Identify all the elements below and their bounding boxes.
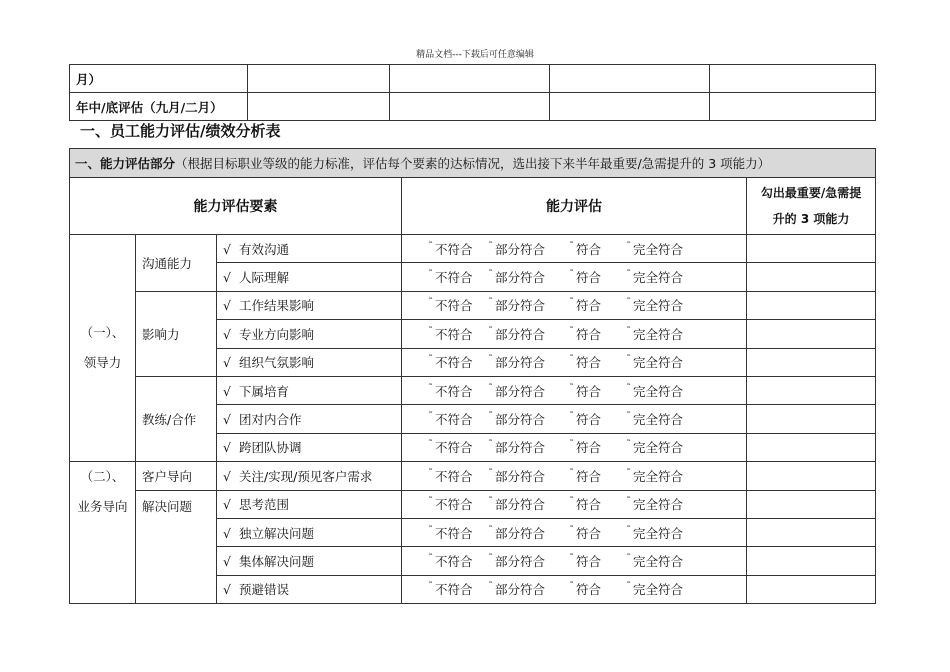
option-label: 部分符合: [495, 241, 546, 257]
item-label: 下属培育: [238, 383, 289, 399]
option-marker-icon: ˜: [569, 325, 574, 337]
option-match[interactable]: [569, 325, 601, 343]
option-match[interactable]: [569, 524, 601, 542]
top3-cell[interactable]: [747, 348, 876, 376]
option-marker-icon: ˜: [569, 552, 574, 564]
option-partial-match[interactable]: [488, 552, 545, 570]
category-line1: （二）、: [80, 469, 125, 485]
option-marker-icon: ˜: [626, 269, 631, 281]
option-label: 不符合: [435, 270, 473, 286]
option-marker-icon: ˜: [428, 467, 433, 479]
option-marker-icon: ˜: [569, 439, 574, 451]
check-mark: √: [223, 355, 231, 371]
top3-cell[interactable]: [747, 263, 876, 291]
option-label: 完全符合: [633, 525, 684, 541]
item-label: 团对内合作: [238, 412, 302, 428]
check-mark: √: [223, 326, 231, 342]
option-marker-icon: ˜: [569, 269, 574, 281]
option-match[interactable]: [569, 382, 601, 400]
check-mark: √: [223, 553, 231, 569]
option-marker-icon: ˜: [428, 552, 433, 564]
option-match[interactable]: [569, 240, 601, 258]
options-cell: [402, 547, 747, 575]
option-label: 符合: [576, 326, 602, 342]
item-label: 跨团队协调: [238, 440, 302, 456]
item-cell: [217, 348, 402, 376]
option-marker-icon: ˜: [569, 297, 574, 309]
header-row: [70, 178, 876, 235]
option-partial-match[interactable]: [488, 382, 545, 400]
option-marker-icon: ˜: [626, 325, 631, 337]
option-marker-icon: ˜: [626, 411, 631, 423]
option-label: 部分符合: [495, 440, 546, 456]
item-cell: [217, 376, 402, 404]
top3-cell[interactable]: [747, 235, 876, 263]
options-cell: [402, 291, 747, 319]
options-cell: [402, 320, 747, 348]
option-marker-icon: ˜: [626, 524, 631, 536]
cell[interactable]: [248, 93, 390, 121]
item-cell: [217, 235, 402, 263]
option-marker-icon: ˜: [626, 552, 631, 564]
part-title: 一、能力评估部分: [75, 156, 176, 171]
option-partial-match[interactable]: [488, 580, 545, 598]
option-not-match[interactable]: [428, 580, 473, 598]
option-marker-icon: ˜: [428, 269, 433, 281]
option-label: 不符合: [435, 412, 473, 428]
option-label: 部分符合: [495, 298, 546, 314]
check-mark: √: [223, 241, 231, 257]
options-cell: [402, 433, 747, 461]
option-marker-icon: ˜: [428, 382, 433, 394]
option-marker-icon: ˜: [488, 382, 493, 394]
option-label: 部分符合: [495, 270, 546, 286]
top-row-label: 月）: [70, 65, 248, 93]
option-marker-icon: ˜: [488, 269, 493, 281]
option-label: 符合: [576, 497, 602, 513]
cell[interactable]: [710, 65, 876, 93]
option-marker-icon: ˜: [488, 325, 493, 337]
option-not-match[interactable]: [428, 382, 473, 400]
option-marker-icon: ˜: [488, 439, 493, 451]
option-label: 符合: [576, 468, 602, 484]
option-not-match[interactable]: [428, 240, 473, 258]
option-label: 部分符合: [495, 553, 546, 569]
option-label: 完全符合: [633, 582, 684, 598]
item-cell: [217, 490, 402, 518]
option-match[interactable]: [569, 410, 601, 428]
option-marker-icon: ˜: [569, 581, 574, 593]
options-cell: [402, 235, 747, 263]
check-mark: √: [223, 270, 231, 286]
option-match[interactable]: [569, 467, 601, 485]
option-label: 完全符合: [633, 355, 684, 371]
option-full-match[interactable]: [626, 353, 683, 371]
check-mark: √: [223, 525, 231, 541]
check-mark: √: [223, 497, 231, 513]
option-not-match[interactable]: [428, 325, 473, 343]
item-label: 组织气氛影响: [238, 355, 314, 371]
section-title: 一、员工能力评估/绩效分析表: [80, 122, 281, 140]
option-partial-match[interactable]: [488, 467, 545, 485]
item-row: [70, 490, 876, 518]
option-marker-icon: ˜: [488, 411, 493, 423]
option-marker-icon: ˜: [626, 382, 631, 394]
option-label: 完全符合: [633, 468, 684, 484]
option-label: 符合: [576, 412, 602, 428]
category-leadership: [70, 235, 136, 462]
option-partial-match[interactable]: [488, 495, 545, 513]
option-marker-icon: ˜: [428, 496, 433, 508]
option-label: 符合: [576, 241, 602, 257]
option-marker-icon: ˜: [569, 496, 574, 508]
options-cell: [402, 490, 747, 518]
options-cell: [402, 405, 747, 433]
options-cell: [402, 518, 747, 546]
assessment-table: [69, 148, 876, 604]
option-label: 不符合: [435, 383, 473, 399]
option-not-match[interactable]: [428, 410, 473, 428]
sub-problem-solving: 解决问题: [136, 490, 217, 604]
option-marker-icon: ˜: [488, 297, 493, 309]
option-match[interactable]: [569, 296, 601, 314]
item-row: [70, 376, 876, 404]
options-cell: [402, 348, 747, 376]
part-note: （根据目标职业等级的能力标准，评估每个要素的达标情况，选出接下来半年最重要/急需提升的 3 项能力）: [175, 156, 771, 171]
header-assessment: 能力评估: [402, 178, 747, 235]
option-partial-match[interactable]: [488, 353, 545, 371]
options-cell: [402, 376, 747, 404]
header-top3-line2: 升的 3 项能力: [772, 212, 850, 226]
option-label: 不符合: [435, 468, 473, 484]
option-label: 不符合: [435, 241, 473, 257]
option-marker-icon: ˜: [428, 297, 433, 309]
option-full-match[interactable]: [626, 467, 683, 485]
item-label: 独立解决问题: [238, 525, 314, 541]
option-marker-icon: ˜: [626, 439, 631, 451]
item-row: [70, 291, 876, 319]
top-row: [70, 93, 876, 121]
item-label: 有效沟通: [238, 241, 289, 257]
category-line1: （一）、: [80, 325, 125, 341]
option-marker-icon: ˜: [569, 467, 574, 479]
category-business: [70, 462, 136, 604]
sub-communication: 沟通能力: [136, 235, 217, 292]
option-match[interactable]: [569, 353, 601, 371]
top-row-label: 年中/底评估（九月/二月）: [70, 93, 248, 121]
option-partial-match[interactable]: [488, 268, 545, 286]
top3-cell[interactable]: [747, 320, 876, 348]
option-label: 不符合: [435, 525, 473, 541]
cell[interactable]: [390, 65, 550, 93]
top3-cell[interactable]: [747, 575, 876, 603]
header-top3-line1: 勾出最重要/急需提: [760, 186, 862, 200]
option-not-match[interactable]: [428, 296, 473, 314]
header-note: 精品文档---下载后可任意编辑: [416, 50, 534, 60]
option-partial-match[interactable]: [488, 438, 545, 456]
option-label: 符合: [576, 440, 602, 456]
option-label: 完全符合: [633, 383, 684, 399]
option-label: 完全符合: [633, 553, 684, 569]
part-title-cell: [70, 149, 876, 178]
option-partial-match[interactable]: [488, 524, 545, 542]
top-table: [69, 64, 876, 121]
item-label: 专业方向影响: [238, 326, 314, 342]
options-cell: [402, 575, 747, 603]
option-not-match[interactable]: [428, 353, 473, 371]
option-marker-icon: ˜: [428, 325, 433, 337]
option-label: 不符合: [435, 553, 473, 569]
option-not-match[interactable]: [428, 524, 473, 542]
option-label: 部分符合: [495, 326, 546, 342]
option-partial-match[interactable]: [488, 296, 545, 314]
option-label: 不符合: [435, 326, 473, 342]
option-marker-icon: ˜: [488, 354, 493, 366]
option-full-match[interactable]: [626, 438, 683, 456]
option-full-match[interactable]: [626, 268, 683, 286]
option-marker-icon: ˜: [428, 240, 433, 252]
options-cell: [402, 263, 747, 291]
option-label: 部分符合: [495, 383, 546, 399]
option-not-match[interactable]: [428, 495, 473, 513]
option-label: 不符合: [435, 355, 473, 371]
header-top3: [747, 178, 876, 235]
options-cell: [402, 462, 747, 490]
option-marker-icon: ˜: [569, 382, 574, 394]
item-cell: [217, 405, 402, 433]
check-mark: √: [223, 582, 231, 598]
sub-coaching: 教练/合作: [136, 376, 217, 461]
option-match[interactable]: [569, 438, 601, 456]
option-marker-icon: ˜: [569, 240, 574, 252]
option-marker-icon: ˜: [626, 240, 631, 252]
top3-cell[interactable]: [747, 291, 876, 319]
option-marker-icon: ˜: [626, 496, 631, 508]
item-label: 思考范围: [238, 497, 289, 513]
item-cell: [217, 433, 402, 461]
option-label: 完全符合: [633, 241, 684, 257]
check-mark: √: [223, 298, 231, 314]
option-label: 不符合: [435, 497, 473, 513]
option-label: 完全符合: [633, 270, 684, 286]
top3-cell[interactable]: [747, 518, 876, 546]
option-marker-icon: ˜: [428, 439, 433, 451]
item-label: 人际理解: [238, 270, 289, 286]
cell[interactable]: [248, 65, 390, 93]
cell[interactable]: [710, 93, 876, 121]
option-match[interactable]: [569, 552, 601, 570]
option-label: 完全符合: [633, 298, 684, 314]
option-marker-icon: ˜: [626, 354, 631, 366]
option-marker-icon: ˜: [569, 524, 574, 536]
option-partial-match[interactable]: [488, 325, 545, 343]
item-cell: [217, 263, 402, 291]
option-marker-icon: ˜: [488, 552, 493, 564]
option-marker-icon: ˜: [488, 496, 493, 508]
option-label: 符合: [576, 383, 602, 399]
header-elements: 能力评估要素: [70, 178, 402, 235]
option-full-match[interactable]: [626, 410, 683, 428]
option-full-match[interactable]: [626, 325, 683, 343]
option-marker-icon: ˜: [569, 411, 574, 423]
option-marker-icon: ˜: [569, 354, 574, 366]
option-label: 符合: [576, 525, 602, 541]
option-label: 完全符合: [633, 326, 684, 342]
check-mark: √: [223, 468, 231, 484]
option-label: 部分符合: [495, 355, 546, 371]
option-label: 不符合: [435, 298, 473, 314]
item-cell: [217, 547, 402, 575]
option-label: 完全符合: [633, 497, 684, 513]
option-marker-icon: ˜: [488, 240, 493, 252]
option-not-match[interactable]: [428, 467, 473, 485]
option-match[interactable]: [569, 495, 601, 513]
option-marker-icon: ˜: [626, 297, 631, 309]
option-marker-icon: ˜: [488, 467, 493, 479]
option-label: 部分符合: [495, 412, 546, 428]
option-marker-icon: ˜: [626, 467, 631, 479]
category-line2: 业务导向: [77, 499, 128, 515]
cell[interactable]: [550, 65, 710, 93]
option-marker-icon: ˜: [488, 581, 493, 593]
item-row: [70, 235, 876, 263]
option-label: 符合: [576, 298, 602, 314]
top-row: [70, 65, 876, 93]
item-row: [70, 462, 876, 490]
option-full-match[interactable]: [626, 382, 683, 400]
item-label: 工作结果影响: [238, 298, 314, 314]
cell[interactable]: [550, 93, 710, 121]
top3-cell[interactable]: [747, 462, 876, 490]
option-match[interactable]: [569, 268, 601, 286]
option-label: 部分符合: [495, 525, 546, 541]
top3-cell[interactable]: [747, 547, 876, 575]
option-label: 完全符合: [633, 440, 684, 456]
item-label: 关注/实现/预见客户需求: [238, 468, 373, 484]
option-full-match[interactable]: [626, 552, 683, 570]
option-not-match[interactable]: [428, 552, 473, 570]
option-marker-icon: ˜: [428, 411, 433, 423]
item-cell: [217, 518, 402, 546]
option-full-match[interactable]: [626, 580, 683, 598]
option-label: 部分符合: [495, 582, 546, 598]
option-label: 部分符合: [495, 468, 546, 484]
check-mark: √: [223, 440, 231, 456]
option-marker-icon: ˜: [626, 581, 631, 593]
option-label: 符合: [576, 582, 602, 598]
option-full-match[interactable]: [626, 495, 683, 513]
option-label: 符合: [576, 270, 602, 286]
option-full-match[interactable]: [626, 296, 683, 314]
item-cell: [217, 320, 402, 348]
item-label: 预避错误: [238, 582, 289, 598]
option-label: 部分符合: [495, 497, 546, 513]
check-mark: √: [223, 412, 231, 428]
check-mark: √: [223, 383, 231, 399]
top3-cell[interactable]: [747, 490, 876, 518]
part-title-row: [70, 149, 876, 178]
option-partial-match[interactable]: [488, 410, 545, 428]
option-label: 不符合: [435, 440, 473, 456]
option-partial-match[interactable]: [488, 240, 545, 258]
option-marker-icon: ˜: [428, 581, 433, 593]
top3-cell[interactable]: [747, 405, 876, 433]
item-cell: [217, 462, 402, 490]
option-label: 符合: [576, 553, 602, 569]
option-label: 符合: [576, 355, 602, 371]
option-marker-icon: ˜: [428, 354, 433, 366]
cell[interactable]: [390, 93, 550, 121]
item-cell: [217, 291, 402, 319]
option-full-match[interactable]: [626, 240, 683, 258]
option-marker-icon: ˜: [428, 524, 433, 536]
option-not-match[interactable]: [428, 268, 473, 286]
option-full-match[interactable]: [626, 524, 683, 542]
item-label: 集体解决问题: [238, 553, 314, 569]
sub-customer: 客户导向: [136, 462, 217, 490]
option-label: 不符合: [435, 582, 473, 598]
category-line2: 领导力: [83, 355, 122, 371]
top3-cell[interactable]: [747, 433, 876, 461]
option-label: 完全符合: [633, 412, 684, 428]
top3-cell[interactable]: [747, 376, 876, 404]
option-match[interactable]: [569, 580, 601, 598]
item-cell: [217, 575, 402, 603]
sub-influence: 影响力: [136, 291, 217, 376]
option-not-match[interactable]: [428, 438, 473, 456]
option-marker-icon: ˜: [488, 524, 493, 536]
